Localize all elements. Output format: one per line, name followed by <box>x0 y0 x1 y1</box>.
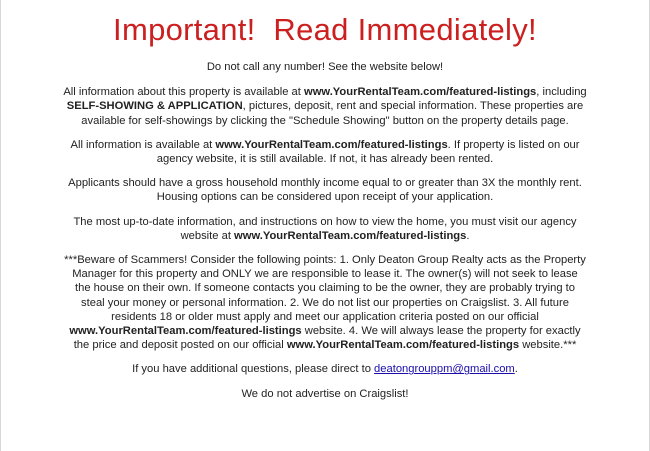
website-url: www.YourRentalTeam.com/featured-listings <box>286 339 520 352</box>
text-segment: . If property is listed on our agency website, it is still available. If not, it has already been rented. <box>156 138 580 166</box>
text-segment: If you have additional questions, please direct to <box>132 363 375 376</box>
text-segment: website. 4. We will always lease the property for exactly the price and deposit posted on our official <box>73 325 581 352</box>
info-availability-paragraph <box>63 85 587 128</box>
notice-body <box>63 60 587 401</box>
text-segment: , pictures, deposit, rent and special information. These properties are available for self-showings by clicking the "Schedule Showing" button on the property details page. <box>81 100 584 127</box>
no-craigslist-notice: We do not advertise on Craigslist! <box>241 387 409 400</box>
website-url: www.YourRentalTeam.com/featured-listings <box>215 138 448 151</box>
page-title: Important! Read Immediately! <box>113 12 537 47</box>
text-segment: . <box>514 363 518 376</box>
text-segment: , including <box>536 86 587 99</box>
text-segment: The most up-to-date information, and instructions on how to view the home, you must visit our agency website at <box>73 215 577 242</box>
contact-paragraph <box>63 362 587 376</box>
no-call-notice: Do not call any number! See the website below! <box>206 61 444 73</box>
up-to-date-info-paragraph <box>63 215 587 243</box>
scam-warning-paragraph <box>63 253 587 352</box>
text-segment: ***Beware of Scammers! Consider the following points: 1. Only Deaton Group Realty acts as the Property Manager for this property and ONLY we are responsible to lease it. The owner(s) will not seek to lease the house on their own. If someone contacts you claiming to be the owner, they are probably trying to steal your money or personal information. 2. We do not list our properties on Craigslist. 3. All future residents 18 or older must apply and meet our application criteria posted on our official <box>64 254 586 323</box>
income-requirement-paragraph: Applicants should have a gross household monthly income equal to or greater than 3X the monthly rent. Housing options can be considered upon receipt of your application. <box>68 177 582 204</box>
website-url: www.YourRentalTeam.com/featured-listings <box>69 325 302 338</box>
text-segment: . <box>466 229 470 242</box>
self-showing-highlight: SELF-SHOWING & APPLICATION <box>66 100 243 113</box>
listing-status-paragraph <box>63 138 587 166</box>
contact-email-link[interactable]: deatongrouppm@gmail.com <box>374 363 515 376</box>
text-segment: website.*** <box>519 339 577 352</box>
website-url: www.YourRentalTeam.com/featured-listings <box>234 229 467 242</box>
text-segment: All information is available at <box>70 138 216 151</box>
website-url: www.YourRentalTeam.com/featured-listings <box>304 86 537 99</box>
text-segment: All information about this property is available at <box>63 86 304 99</box>
